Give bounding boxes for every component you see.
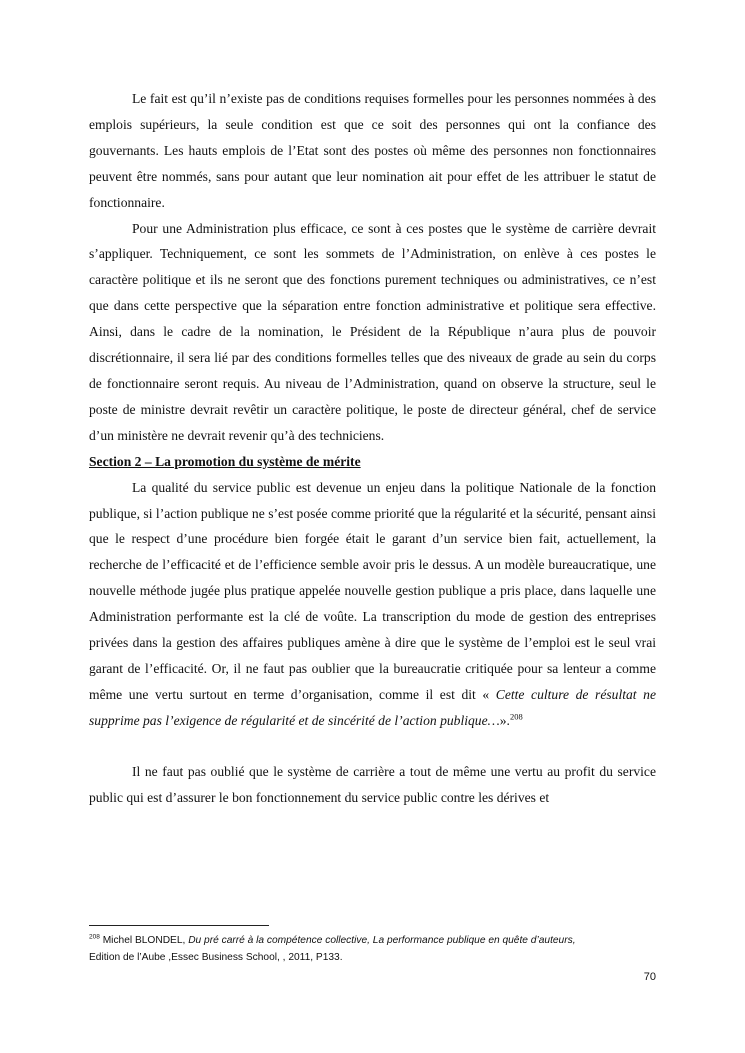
- footnote: [89, 932, 656, 966]
- page-number: 70: [643, 971, 656, 983]
- paragraph-3: [89, 475, 656, 734]
- footnote-title: Du pré carré à la compétence collective, La performance publique en quête d’auteurs,: [188, 935, 576, 946]
- paragraph-2: Pour une Administration plus efficace, ce sont à ces postes que le système de carrière devrait s’appliquer. Techniquement, ce sont les sommets de l’Administration, on enlève à ces postes le caractère politique et ils ne seront que des fonctions purement techniques ou administratives, ce n’est que dans cette perspective que la séparation entre fonction administrative et politique sera effective. Ainsi, dans le cadre de la nomination, le Président de la République n’aura plus de pouvoir discrétionnaire, il sera lié par des conditions formelles telles que des niveaux de grade au sein du corps de fonctionnaire seront requis. Au niveau de l’Administration, quand on observe la structure, seul le poste de ministre devrait revêtir un caractère politique, le poste de directeur général, chef de service d’un ministère ne devrait revenir qu’à des techniciens.: [89, 220, 656, 443]
- paragraph-4: Il ne faut pas oublié que le système de carrière a tout de même une vertu au profit du service public qui est d’assurer le bon fonctionnement du service public contre les dérives et: [89, 763, 656, 805]
- paragraph-1: Le fait est qu’il n’existe pas de conditions requises formelles pour les personnes nommées à des emplois supérieurs, la seule condition est que ce soit des personnes qui ont la confiance des gouvernants. Les hauts emplois de l’Etat sont des postes où même des personnes non fonctionnaires peuvent être nommés, sans pour autant que leur nomination ait pour effet de les attribuer le statut de fonctionnaire.: [89, 91, 656, 210]
- quote-close: ».: [499, 712, 510, 728]
- footnote-publisher: Edition de l’Aube ,Essec Business School, , 2011, P133.: [89, 952, 343, 963]
- section-heading: Section 2 – La promotion du système de mérite: [89, 453, 361, 469]
- footnote-separator: [89, 925, 269, 926]
- footnote-author: Michel BLONDEL,: [99, 935, 189, 946]
- quote-text: Cette culture de résultat ne supprime pas l’exigence de régularité et de sincérité de l’action publique…: [89, 686, 656, 728]
- footnote-number: 208: [89, 933, 100, 941]
- body-text: [89, 86, 656, 810]
- paragraph-3-text: La qualité du service public est devenue un enjeu dans la politique Nationale de la fonction publique, si l’action publique ne s’est posée comme priorité que la régularité et la sécurité, pensant ainsi que le respect d’une procédure bien forgée était le garant d’un service bien fait, actuellement, la recherche de l’efficacité et de l’efficience semble avoir pris le dessus. A un modèle bureaucratique, une nouvelle méthode jugée plus pratique appelée nouvelle gestion publique a pris place, dans laquelle une Administration performante est la clé de voûte. La transcription du mode de gestion des entreprises privées dans la gestion des affaires publiques amène à dire que le système de l’emploi est le seul vrai garant de l’efficacité. Or, il ne faut pas oublier que la bureaucratie critiquée pour sa lenteur a comme même une vertu surtout en terme d’organisation, comme il est dit «: [89, 479, 656, 702]
- footnote-reference[interactable]: 208: [509, 711, 523, 722]
- paragraph-gap: [89, 734, 656, 759]
